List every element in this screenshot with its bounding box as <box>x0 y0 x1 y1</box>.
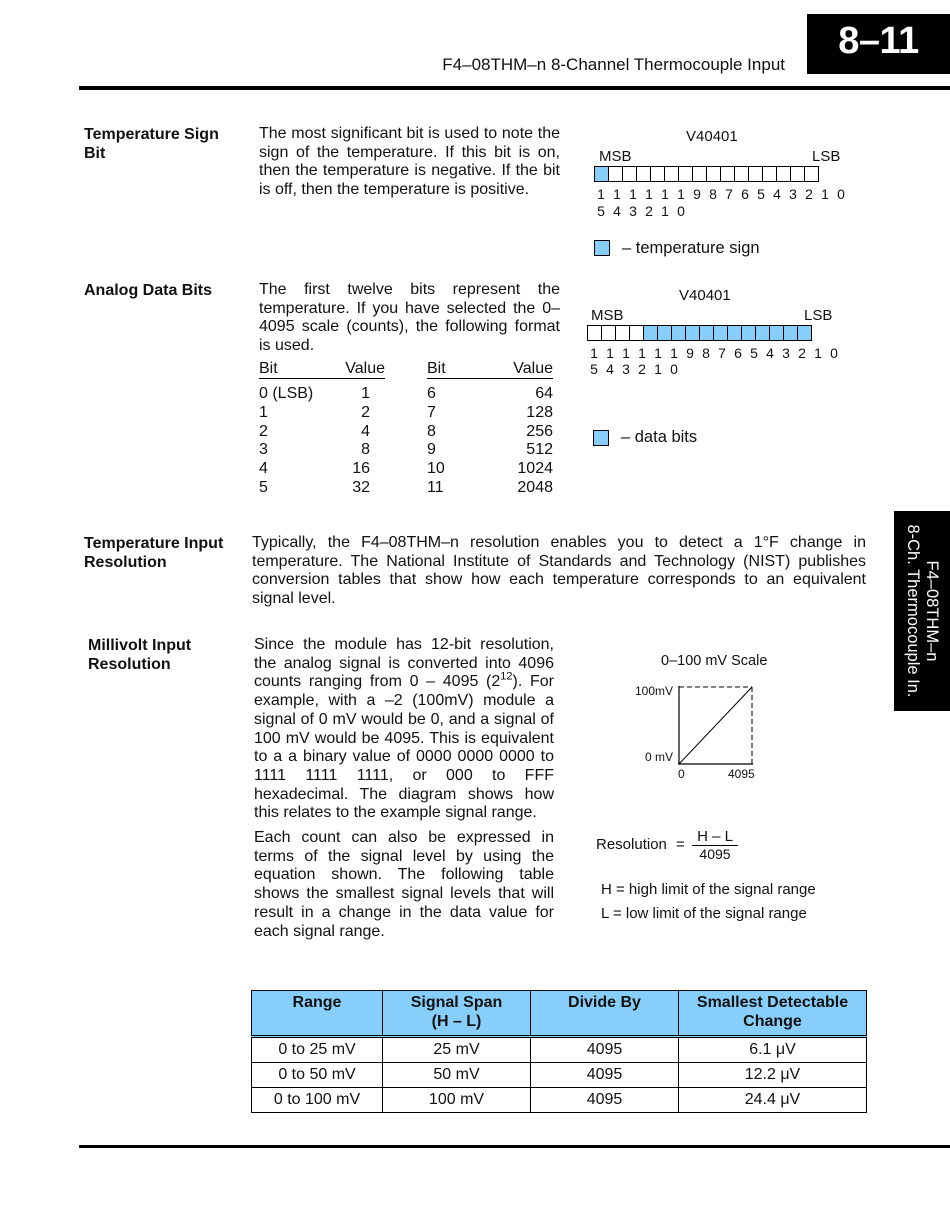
bit-number-digit: 1 <box>814 345 822 361</box>
register-bit <box>762 166 777 182</box>
col-header-value: Value <box>345 360 385 377</box>
bit-value-row <box>259 404 553 423</box>
register-bit <box>790 166 805 182</box>
bit-value-header-left <box>259 361 385 379</box>
bit-number-digit <box>721 203 737 220</box>
sign-msb-label: MSB <box>599 148 632 165</box>
formula-denominator: 4095 <box>699 846 731 862</box>
table-cell: 0 to 100 mV <box>252 1088 383 1113</box>
data-lsb-label: LSB <box>804 307 833 324</box>
bit-value-cell: 1 <box>259 403 268 421</box>
definition-l: L = low limit of the signal range <box>601 905 807 922</box>
page-number-box <box>807 14 950 74</box>
register-bit <box>622 166 637 182</box>
bit-number-digit: 1 <box>654 345 662 361</box>
bit-number-digit <box>778 361 794 378</box>
sign-legend-swatch <box>594 240 610 256</box>
register-bit <box>685 325 700 341</box>
table-cell: 0 to 25 mV <box>252 1037 383 1063</box>
register-bit <box>608 166 623 182</box>
data-legend-swatch <box>593 430 609 446</box>
mv-paragraph-1 <box>254 636 554 823</box>
table-cell: 0 to 50 mV <box>252 1063 383 1088</box>
bit-value-cell: 2 <box>361 403 370 421</box>
th-signal-span: Signal Span (H – L) <box>383 991 531 1037</box>
bit-number-digit: 1 <box>661 186 669 202</box>
bit-value-cell: 4 <box>259 460 268 478</box>
data-bit-numbers-top <box>586 345 842 362</box>
bit-value-header-right <box>427 361 553 379</box>
sign-bit-numbers-bottom <box>593 203 849 220</box>
resolution-table-body <box>252 1037 867 1113</box>
bit-number-digit <box>714 361 730 378</box>
bit-value-cell: 2048 <box>517 478 553 496</box>
bit-number-digit: 0 <box>830 345 838 361</box>
formula-equals: = <box>676 836 685 853</box>
mv-resolution-text <box>254 636 554 941</box>
table-cell: 4095 <box>531 1037 679 1063</box>
bit-number-digit: 5 <box>590 361 598 377</box>
th-range: Range <box>252 991 383 1037</box>
register-bit <box>769 325 784 341</box>
side-tab-line1: F4–08THM–n <box>923 560 941 662</box>
bit-value-cell: 8 <box>361 441 370 459</box>
data-bit-numbers-bottom <box>586 361 842 378</box>
heading-line: Bit <box>84 145 106 162</box>
bit-number-digit: 6 <box>734 345 742 361</box>
bit-value-cell: 0 (LSB) <box>259 385 314 402</box>
heading-temperature-input-resolution <box>84 534 249 572</box>
bit-value-cell: 3 <box>259 441 268 459</box>
bit-value-cell: 11 <box>427 478 444 496</box>
bit-value-cell: 2 <box>259 422 268 440</box>
table-row <box>252 1037 867 1063</box>
heading-millivolt-input-resolution <box>88 636 238 674</box>
mv-paragraph-2: Each count can also be expressed in terms of the signal level by using the equation shown. The following table shows the smallest signal levels that will result in a change in the data value for each signal range. <box>254 829 554 940</box>
table-row <box>252 1063 867 1088</box>
data-bits-text: The first twelve bits represent the temperature. If you have selected the 0–4095 scale (counts), the following format is used. <box>259 281 560 355</box>
bit-number-digit: 2 <box>798 345 806 361</box>
scale-y-bottom-label: 0 mV <box>645 750 674 764</box>
register-bit <box>783 325 798 341</box>
register-bit <box>657 325 672 341</box>
bit-number-digit <box>826 361 842 378</box>
bit-value-cell: 128 <box>526 403 553 421</box>
bit-number-digit: 6 <box>741 186 749 202</box>
table-cell: 12.2 μV <box>679 1063 867 1088</box>
bit-number-digit: 0 <box>677 203 685 219</box>
scale-title: 0–100 mV Scale <box>661 653 768 669</box>
register-bit <box>804 166 819 182</box>
register-bit <box>734 166 749 182</box>
register-bit <box>713 325 728 341</box>
bit-number-digit: 3 <box>629 203 637 219</box>
bit-number-digit: 3 <box>789 186 797 202</box>
register-bit <box>727 325 742 341</box>
register-bit <box>706 166 721 182</box>
bit-number-digit <box>705 203 721 220</box>
bit-value-cell: 8 <box>427 422 436 440</box>
bit-number-digit: 1 <box>821 186 829 202</box>
bit-value-row <box>259 479 553 498</box>
register-bit <box>797 325 812 341</box>
scale-diagram <box>678 686 754 765</box>
bit-number-digit: 1 <box>638 345 646 361</box>
bit-number-digit: 1 <box>629 186 637 202</box>
bit-value-cell: 9 <box>427 441 436 459</box>
bit-number-digit: 1 <box>590 345 598 361</box>
bit-number-digit: 1 <box>645 186 653 202</box>
col-header-bit: Bit <box>259 360 278 377</box>
bit-number-digit: 0 <box>837 186 845 202</box>
bit-value-cell: 1024 <box>517 460 553 478</box>
formula-label: Resolution <box>596 836 667 853</box>
register-bit <box>748 166 763 182</box>
bit-number-digit <box>737 203 753 220</box>
bit-value-cell: 7 <box>427 403 436 421</box>
table-cell: 100 mV <box>383 1088 531 1113</box>
register-bit <box>678 166 693 182</box>
sign-register-bits <box>594 166 819 182</box>
bit-number-digit <box>810 361 826 378</box>
formula-numerator: H – L <box>692 829 738 846</box>
table-cell: 4095 <box>531 1063 679 1088</box>
footer-rule <box>79 1145 950 1148</box>
data-register-title: V40401 <box>679 287 731 304</box>
bit-number-digit: 1 <box>606 345 614 361</box>
bit-number-digit <box>689 203 705 220</box>
bit-number-digit <box>753 203 769 220</box>
bit-number-digit: 1 <box>677 186 685 202</box>
bit-number-digit: 5 <box>597 203 605 219</box>
resolution-table <box>251 990 867 1113</box>
page-number: 8–11 <box>838 20 919 62</box>
col-header-value: Value <box>513 360 553 377</box>
bit-number-digit: 8 <box>709 186 717 202</box>
bit-value-cell: 16 <box>352 460 370 478</box>
bit-number-digit: 2 <box>645 203 653 219</box>
bit-number-digit: 4 <box>773 186 781 202</box>
bit-number-digit: 1 <box>654 361 662 377</box>
register-bit <box>650 166 665 182</box>
bit-number-digit <box>769 203 785 220</box>
bit-number-digit: 0 <box>670 361 678 377</box>
sign-legend-text: – temperature sign <box>622 239 760 257</box>
table-cell: 24.4 μV <box>679 1088 867 1113</box>
bit-number-digit <box>785 203 801 220</box>
register-bit <box>643 325 658 341</box>
register-bit <box>671 325 686 341</box>
bit-value-cell: 512 <box>526 441 553 459</box>
register-bit <box>692 166 707 182</box>
bit-number-digit: 1 <box>613 186 621 202</box>
temp-resolution-text: Typically, the F4–08THM–n resolution enables you to detect a 1°F change in temperature. The National Institute of Standards and Technology (NIST) publishes conversion tables that show how each temperature corresponds to an equivalent signal level. <box>252 534 866 608</box>
header-title: F4–08THM–n 8-Channel Thermocouple Input <box>442 55 785 74</box>
table-header-row <box>252 991 867 1037</box>
text-run: ). For example, with a –2 (100mV) module a signal of 0 mV would be 0, and a signal of 100 mV would be 4095. This is equivalent to a a binary value of 0000 0000 0000 to 1111 1111 1111, or 000 to FFF hexadecimal. The diagram shows how this relates to the example signal range. <box>254 673 554 822</box>
bit-number-digit: 7 <box>725 186 733 202</box>
text-run: Since the module has 12-bit resolution, the analog signal is converted into 4096 counts ranging from 0 – 4095 (2 <box>254 636 554 691</box>
table-cell: 50 mV <box>383 1063 531 1088</box>
bit-number-digit <box>762 361 778 378</box>
bit-value-row <box>259 460 553 479</box>
table-cell: 6.1 μV <box>679 1037 867 1063</box>
bit-number-digit: 4 <box>606 361 614 377</box>
bit-value-cell: 64 <box>535 385 553 402</box>
bit-number-digit: 5 <box>750 345 758 361</box>
bit-number-digit: 8 <box>702 345 710 361</box>
heading-analog-data-bits: Analog Data Bits <box>84 282 213 299</box>
register-bit <box>776 166 791 182</box>
scale-x-right-label: 4095 <box>728 767 755 781</box>
bit-number-digit: 4 <box>766 345 774 361</box>
bit-value-cell: 5 <box>259 478 268 496</box>
bit-value-row <box>259 423 553 442</box>
register-bit <box>755 325 770 341</box>
bit-value-rows <box>259 385 553 498</box>
bit-number-digit <box>698 361 714 378</box>
bit-number-digit <box>746 361 762 378</box>
bit-number-digit: 5 <box>757 186 765 202</box>
bit-value-cell: 10 <box>427 460 445 478</box>
bit-number-digit <box>682 361 698 378</box>
bit-value-cell: 32 <box>352 478 370 496</box>
heading-line: Millivolt Input <box>88 637 192 654</box>
bit-number-digit: 1 <box>670 345 678 361</box>
bit-number-digit: 1 <box>622 345 630 361</box>
heading-line: Temperature Sign <box>84 126 219 143</box>
scale-diagonal <box>679 687 752 764</box>
register-bit <box>741 325 756 341</box>
table-cell: 4095 <box>531 1088 679 1113</box>
bit-value-cell: 4 <box>361 422 370 440</box>
register-bit <box>615 325 630 341</box>
register-bit <box>594 166 609 182</box>
bit-number-digit <box>794 361 810 378</box>
bit-value-cell: 256 <box>526 422 553 440</box>
register-bit <box>720 166 735 182</box>
bit-value-row <box>259 441 553 460</box>
data-register-bits <box>587 325 812 341</box>
bit-number-digit: 3 <box>782 345 790 361</box>
bit-number-digit: 2 <box>638 361 646 377</box>
th-divide-by: Divide By <box>531 991 679 1037</box>
sign-bit-numbers-top <box>593 186 849 203</box>
bit-number-digit: 2 <box>805 186 813 202</box>
bit-value-cell: 6 <box>427 385 436 402</box>
register-bit <box>699 325 714 341</box>
bit-value-row <box>259 385 553 404</box>
bit-number-digit: 1 <box>661 203 669 219</box>
bit-number-digit: 9 <box>686 345 694 361</box>
bit-number-digit <box>730 361 746 378</box>
sign-lsb-label: LSB <box>812 148 841 165</box>
scale-x-left-label: 0 <box>678 767 685 781</box>
th-smallest-change: Smallest Detectable Change <box>679 991 867 1037</box>
bit-number-digit <box>817 203 833 220</box>
bit-number-digit: 1 <box>597 186 605 202</box>
heading-line: Resolution <box>84 554 167 571</box>
bit-value-cell: 1 <box>361 385 370 402</box>
scale-y-top-label: 100mV <box>635 684 674 698</box>
table-cell: 25 mV <box>383 1037 531 1063</box>
register-bit <box>629 325 644 341</box>
chapter-side-tab <box>894 511 950 711</box>
sign-bit-text: The most significant bit is used to note the sign of the temperature. If this bit is on, then the temperature is negative. If the bit is off, then the temperature is positive. <box>259 125 560 199</box>
data-legend-text: – data bits <box>621 428 698 446</box>
data-msb-label: MSB <box>591 307 624 324</box>
bit-number-digit: 7 <box>718 345 726 361</box>
superscript: 12 <box>500 671 513 684</box>
bit-number-digit: 9 <box>693 186 701 202</box>
side-tab-line2: 8-Ch. Thermocouple In. <box>904 524 922 698</box>
sign-register-title: V40401 <box>686 128 738 145</box>
heading-line: Temperature Input <box>84 535 224 552</box>
register-bit <box>587 325 602 341</box>
definition-h: H = high limit of the signal range <box>601 881 816 898</box>
bit-number-digit: 3 <box>622 361 630 377</box>
bit-number-digit: 4 <box>613 203 621 219</box>
bit-number-digit <box>801 203 817 220</box>
register-bit <box>664 166 679 182</box>
table-row <box>252 1088 867 1113</box>
register-bit <box>636 166 651 182</box>
bit-number-digit <box>833 203 849 220</box>
header-rule <box>79 86 950 90</box>
heading-line: Resolution <box>88 656 171 673</box>
heading-temperature-sign-bit <box>84 125 244 163</box>
col-header-bit: Bit <box>427 360 446 377</box>
register-bit <box>601 325 616 341</box>
